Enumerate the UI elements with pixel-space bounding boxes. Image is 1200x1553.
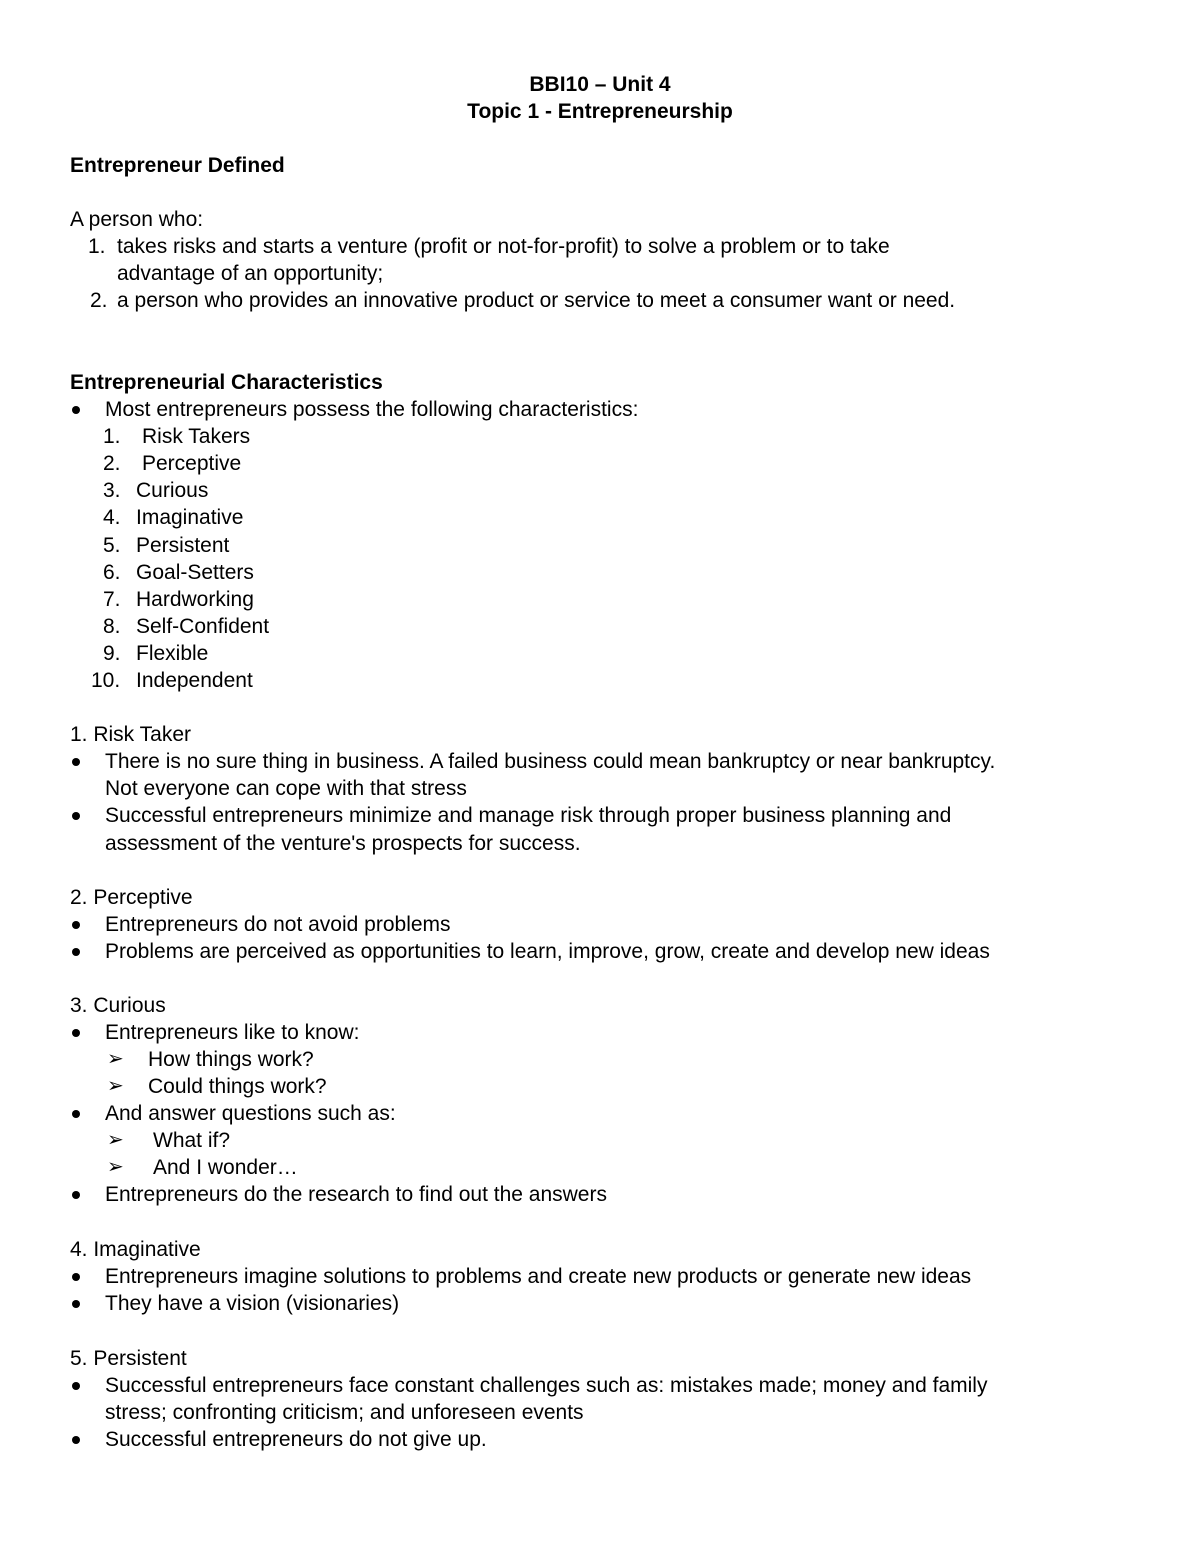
doc-topic-title: Topic 1 - Entrepreneurship <box>467 100 733 123</box>
definition-item-text: advantage of an opportunity; <box>117 262 384 285</box>
section-title-perceptive: 2. Perceptive <box>70 886 193 909</box>
definition-item-text: a person who provides an innovative product or service to meet a consumer want or need. <box>117 289 956 312</box>
perceptive-bullet-2: Problems are perceived as opportunities to learn, improve, grow, create and develop new ideas <box>105 940 990 963</box>
characteristic-label: Persistent <box>136 534 230 557</box>
characteristic-label: Perceptive <box>142 452 242 475</box>
curious-bullet-1: Entrepreneurs like to know: <box>105 1021 360 1044</box>
persistent-bullet-1-line-2: stress; confronting criticism; and unforeseen events <box>105 1401 584 1424</box>
imaginative-bullet-1: Entrepreneurs imagine solutions to problems and create new products or generate new ideas <box>105 1265 972 1288</box>
characteristics-heading: Entrepreneurial Characteristics <box>70 371 383 394</box>
arrow-bullet-icon: ➢ <box>107 1129 124 1151</box>
bullet-icon <box>72 1273 80 1281</box>
definition-item-text: takes risks and starts a venture (profit or not-for-profit) to solve a problem or to take <box>117 235 890 258</box>
bullet-icon <box>72 921 80 929</box>
definition-item-number: 1. <box>88 235 106 258</box>
characteristic-label: Flexible <box>136 642 209 665</box>
characteristic-label: Risk Takers <box>142 425 251 448</box>
characteristic-number: 3. <box>103 479 121 502</box>
bullet-icon <box>72 1300 80 1308</box>
section-title-imaginative: 4. Imaginative <box>70 1238 201 1261</box>
characteristic-label: Curious <box>136 479 209 502</box>
bullet-icon <box>72 1382 80 1390</box>
bullet-icon <box>72 1110 80 1118</box>
definition-item-number: 2. <box>90 289 108 312</box>
bullet-icon <box>72 1436 80 1444</box>
characteristic-number: 8. <box>103 615 121 638</box>
definition-heading: Entrepreneur Defined <box>70 154 285 177</box>
characteristic-label: Imaginative <box>136 506 244 529</box>
section-title-curious: 3. Curious <box>70 994 166 1017</box>
imaginative-bullet-2: They have a vision (visionaries) <box>105 1292 400 1315</box>
characteristic-number: 6. <box>103 561 121 584</box>
risk-bullet-1-line-1: There is no sure thing in business. A failed business could mean bankruptcy or near bankruptcy. <box>105 750 996 773</box>
characteristic-number: 10. <box>91 669 121 692</box>
risk-bullet-2-line-1: Successful entrepreneurs minimize and manage risk through proper business planning and <box>105 804 952 827</box>
curious-bullet-3: Entrepreneurs do the research to find out the answers <box>105 1183 607 1206</box>
characteristic-label: Self-Confident <box>136 615 270 638</box>
persistent-bullet-1-line-1: Successful entrepreneurs face constant challenges such as: mistakes made; money and family <box>105 1374 988 1397</box>
curious-sub-3: What if? <box>153 1129 231 1152</box>
bullet-icon <box>72 948 80 956</box>
bullet-icon <box>72 758 80 766</box>
persistent-bullet-2: Successful entrepreneurs do not give up. <box>105 1428 487 1451</box>
definition-intro: A person who: <box>70 208 204 231</box>
risk-bullet-2-line-2: assessment of the venture's prospects for success. <box>105 832 581 855</box>
curious-sub-4: And I wonder… <box>153 1156 298 1179</box>
characteristic-number: 2. <box>103 452 121 475</box>
characteristic-label: Goal-Setters <box>136 561 254 584</box>
characteristic-number: 4. <box>103 506 121 529</box>
characteristic-number: 1. <box>103 425 121 448</box>
curious-sub-2: Could things work? <box>148 1075 327 1098</box>
characteristics-intro: Most entrepreneurs possess the following characteristics: <box>105 398 639 421</box>
arrow-bullet-icon: ➢ <box>107 1156 124 1178</box>
perceptive-bullet-1: Entrepreneurs do not avoid problems <box>105 913 451 936</box>
characteristic-number: 9. <box>103 642 121 665</box>
doc-course-title: BBI10 – Unit 4 <box>529 73 671 96</box>
bullet-icon <box>72 812 80 820</box>
characteristic-label: Independent <box>136 669 253 692</box>
characteristic-number: 5. <box>103 534 121 557</box>
risk-bullet-1-line-2: Not everyone can cope with that stress <box>105 777 467 800</box>
bullet-icon <box>72 406 80 414</box>
section-title-persistent: 5. Persistent <box>70 1347 187 1370</box>
curious-bullet-2: And answer questions such as: <box>105 1102 396 1125</box>
characteristic-label: Hardworking <box>136 588 254 611</box>
bullet-icon <box>72 1029 80 1037</box>
section-title-risk-taker: 1. Risk Taker <box>70 723 191 746</box>
bullet-icon <box>72 1191 80 1199</box>
arrow-bullet-icon: ➢ <box>107 1075 124 1097</box>
characteristic-number: 7. <box>103 588 121 611</box>
arrow-bullet-icon: ➢ <box>107 1048 124 1070</box>
curious-sub-1: How things work? <box>148 1048 314 1071</box>
